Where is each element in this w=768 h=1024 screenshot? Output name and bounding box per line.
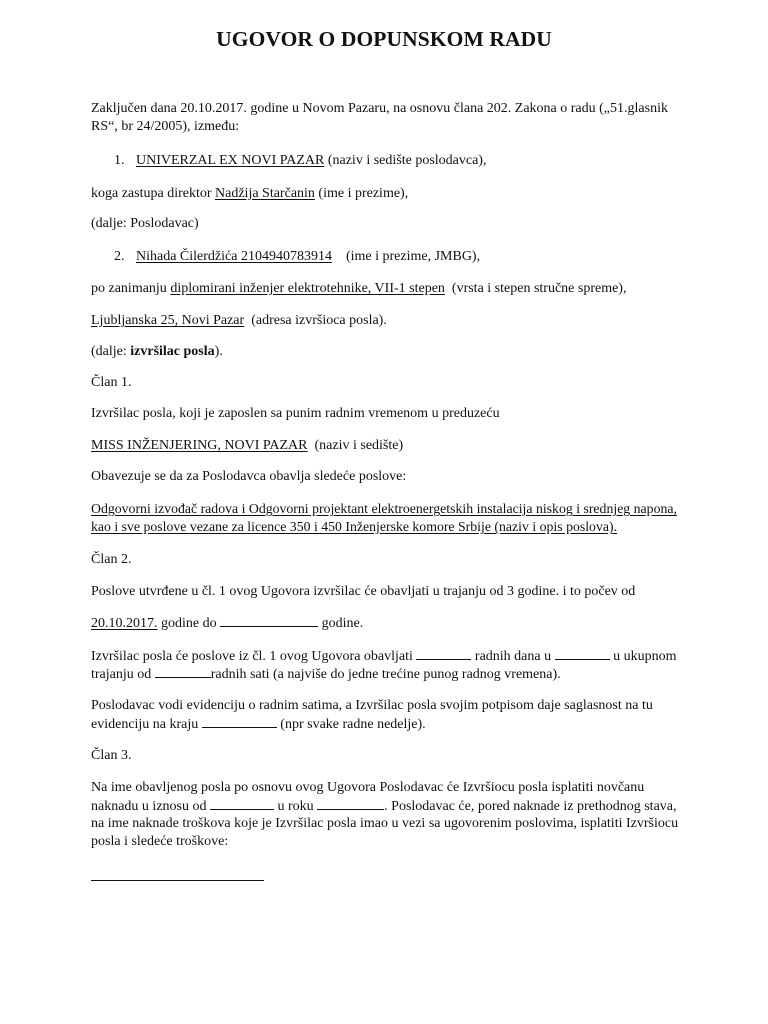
duties-line-1: Odgovorni izvođač radova i Odgovorni projektant elektroenergetskih instalacija niskog i srednjeg napona, (91, 501, 677, 516)
address-line (91, 312, 691, 330)
occupation-prefix: po zanimanju (91, 281, 171, 296)
duties-line-2: kao i sve poslove vezane za licence 350 i 450 Inženjerske komore Srbije (naziv i opis poslova). (91, 519, 618, 534)
occupation-line (91, 280, 691, 298)
intro-line-1: Zaključen dana 20.10.2017. godine u Novom Pazaru, na osnovu člana 202. Zakona o radu („51.glasnik (91, 101, 668, 116)
article-2-heading: Član 2. (91, 552, 132, 567)
intro-line-2: RS“, br 24/2005), između: (91, 119, 240, 134)
contractor-alias (91, 343, 691, 361)
hours-text-b: radnih sati (a najviše do jedne trećine punog radnog vremena). (210, 667, 561, 682)
representative-name: Nadžija Starčanin (215, 186, 315, 201)
until-suffix: godine. (318, 616, 364, 631)
records-text-b: (npr svake radne nedelje). (276, 717, 426, 732)
party1-line (114, 152, 714, 170)
records-line-2 (91, 715, 691, 734)
start-date: 20.10.2017. (91, 616, 158, 631)
alias-suffix: ). (214, 344, 223, 359)
article-1-heading: Član 1. (91, 375, 132, 390)
article-1-obligation: Obavezuje se da za Poslodavca obavlja sledeće poslove: (91, 469, 407, 484)
records-line-1: Poslodavac vodi evidenciju o radnim satima, a Izvršilac posla svojim potpisom daje saglasnost na tu (91, 698, 653, 713)
article-3-line-3: na ime naknade troškova koje je Izvršilac posla imao u vezi sa ugovorenim poslovima, isplatiti Izvršiocu (91, 816, 679, 831)
company-line (91, 437, 691, 455)
amount-blank (210, 797, 274, 810)
contractor-name: Nihada Čilerdžića 2104940783914 (136, 249, 332, 264)
article-3-line-1: Na ime obavljenog posla po osnovu ovog Ugovora Poslodavac će Izvršiocu posla isplatiti novčanu (91, 780, 645, 795)
days-count-blank (416, 647, 471, 660)
party2-line (114, 248, 714, 266)
contractor-address: Ljubljanska 25, Novi Pazar (91, 313, 245, 328)
payment-text-c: . Poslodavac će, pored naknade iz prethodnog stava, (384, 799, 677, 814)
expenses-blank-line (91, 880, 264, 881)
work-hours-line (91, 665, 691, 684)
payment-text-a: naknadu u iznosu od (91, 799, 210, 814)
records-period-blank (202, 715, 277, 728)
employer-name: UNIVERZAL EX NOVI PAZAR (136, 153, 325, 168)
employer-name-note: (naziv i sedište poslodavca), (324, 153, 487, 168)
contractor-occupation: diplomirani inženjer elektrotehnike, VII-1 stepen (170, 281, 445, 296)
days-text-b: radnih dana u (471, 649, 555, 664)
representative-line (91, 185, 691, 203)
occupation-note: (vrsta i stepen stručne spreme), (444, 281, 627, 296)
article-3-line-4: posla i sledeće troškove: (91, 834, 229, 849)
article-3-line-2 (91, 797, 691, 816)
address-note: (adresa izvršioca posla). (244, 313, 387, 328)
employer-alias: (dalje: Poslodavac) (91, 216, 199, 231)
document-title: UGOVOR O DOPUNSKOM RADU (216, 27, 552, 51)
hours-blank (155, 665, 211, 678)
alias-bold: izvršilac posla (130, 344, 215, 359)
alias-prefix: (dalje: (91, 344, 131, 359)
representative-prefix: koga zastupa direktor (91, 186, 216, 201)
article-1-employment: Izvršilac posla, koji je zaposlen sa punim radnim vremenom u preduzeću (91, 406, 500, 421)
days-text-a: Izvršilac posla će poslove iz čl. 1 ovog Ugovora obavljati (91, 649, 417, 664)
company-note: (naziv i sedište) (307, 438, 404, 453)
article-3-heading: Član 3. (91, 748, 132, 763)
hours-text-a: trajanju od (91, 667, 155, 682)
party2-number: 2. (114, 249, 125, 264)
start-date-line (91, 614, 691, 633)
records-text-a: evidenciju na kraju (91, 717, 202, 732)
days-text-c: u ukupnom (609, 649, 677, 664)
payment-text-b: u roku (273, 799, 318, 814)
until-text: godine do (157, 616, 221, 631)
work-days-line (91, 647, 691, 666)
contractor-name-note: (ime i prezime, JMBG), (331, 249, 481, 264)
article-2-duration: Poslove utvrđene u čl. 1 ovog Ugovora izvršilac će obavljati u trajanju od 3 godine. i to počev od (91, 584, 636, 599)
company-name: MISS INŽENJERING, NOVI PAZAR (91, 438, 308, 453)
period-blank (555, 647, 610, 660)
party1-number: 1. (114, 153, 125, 168)
representative-note: (ime i prezime), (314, 186, 409, 201)
end-date-blank (220, 614, 318, 627)
deadline-blank (317, 797, 384, 810)
